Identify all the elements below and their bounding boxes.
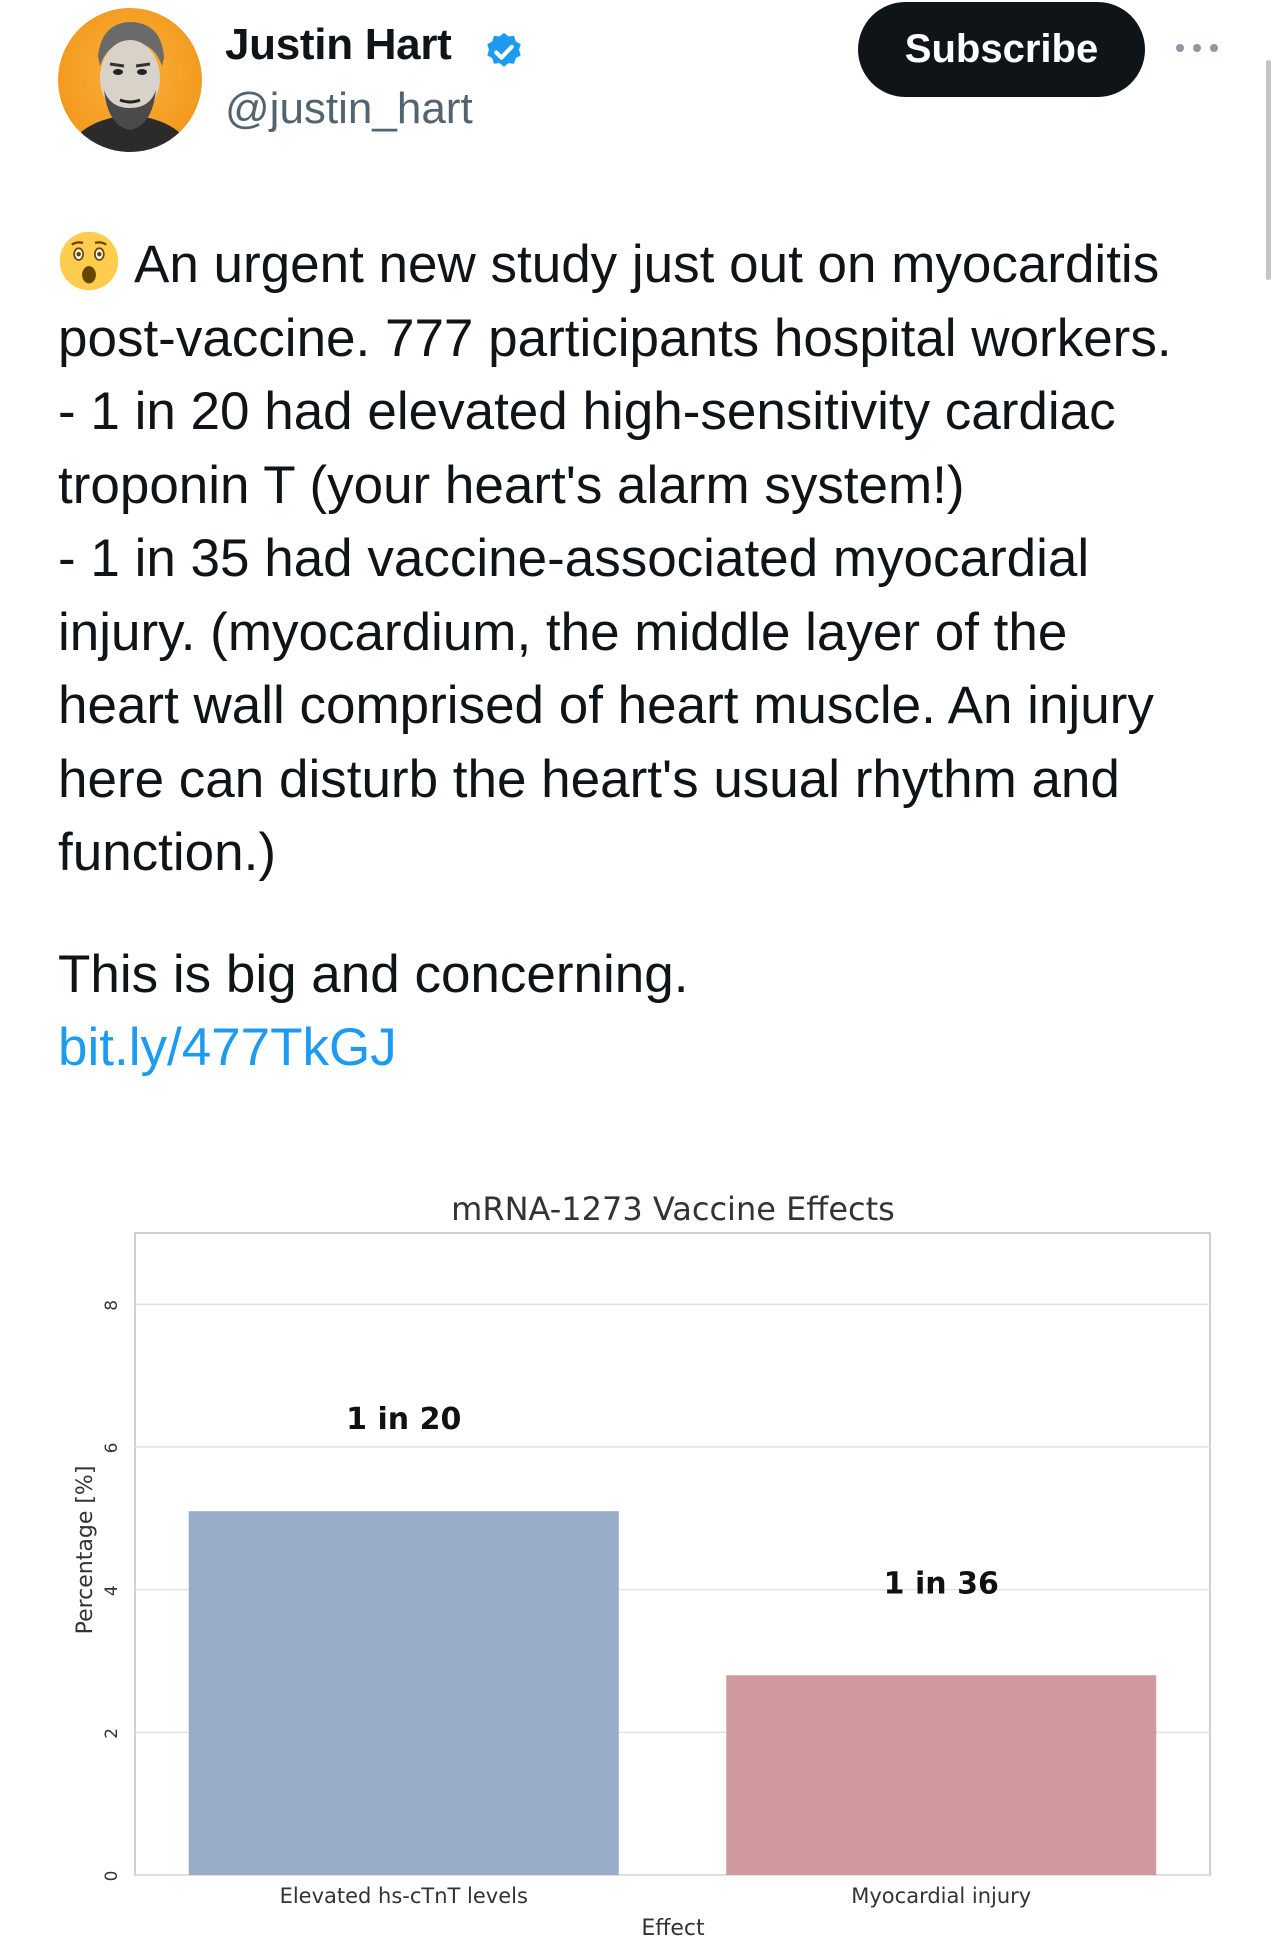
avatar[interactable] — [58, 8, 202, 152]
avatar-portrait-icon — [58, 8, 202, 152]
y-tick-label: 4 — [102, 1585, 122, 1597]
x-axis-label: Effect — [641, 1916, 705, 1941]
tweet-line: here can disturb the heart's usual rhythm and — [58, 749, 1120, 809]
x-tick-label: Elevated hs-cTnT levels — [279, 1884, 528, 1908]
tweet-line: - 1 in 35 had vaccine-associated myocardial — [58, 529, 1090, 588]
tweet-line: An urgent new study just out on myocarditis — [134, 235, 1160, 294]
bar-chart — [70, 1170, 1225, 1954]
tweet-line: function.) — [58, 823, 277, 882]
user-handle[interactable]: @justin_hart — [225, 84, 473, 133]
tweet-line: troponin T (your heart's alarm system!) — [58, 455, 965, 515]
tweet-line: heart wall comprised of heart muscle. An injury — [58, 676, 1154, 735]
tweet-line: - 1 in 20 had elevated high-sensitivity cardiac — [58, 382, 1116, 441]
data-label: 1 in 36 — [883, 1566, 999, 1602]
scrollbar-thumb[interactable] — [1266, 60, 1271, 280]
chart-image[interactable] — [70, 1170, 1225, 1954]
x-tick-label: Myocardial injury — [851, 1884, 1032, 1908]
verified-badge-icon — [482, 30, 526, 74]
y-tick-label: 0 — [102, 1870, 122, 1882]
tweet-closing: This is big and concerning. — [58, 944, 689, 1004]
y-tick-label: 8 — [102, 1299, 122, 1311]
y-tick-label: 6 — [102, 1442, 122, 1454]
display-name[interactable]: Justin Hart — [225, 20, 452, 69]
tweet-text — [58, 228, 1238, 1085]
bar — [726, 1675, 1156, 1875]
y-tick-label: 2 — [102, 1727, 122, 1739]
chart-title: mRNA-1273 Vaccine Effects — [451, 1190, 895, 1228]
tweet-line: post-vaccine. 777 participants hospital workers. — [58, 308, 1172, 368]
more-horizontal-icon[interactable] — [1172, 28, 1222, 68]
tweet-link[interactable]: bit.ly/477TkGJ — [58, 1018, 397, 1077]
bar — [189, 1511, 619, 1875]
tweet-line: injury. (myocardium, the middle layer of the — [58, 602, 1068, 662]
subscribe-button[interactable]: Subscribe — [858, 2, 1145, 97]
y-axis-label: Percentage [%] — [73, 1465, 98, 1635]
astonished-face-emoji — [58, 230, 120, 292]
data-label: 1 in 20 — [346, 1402, 462, 1438]
